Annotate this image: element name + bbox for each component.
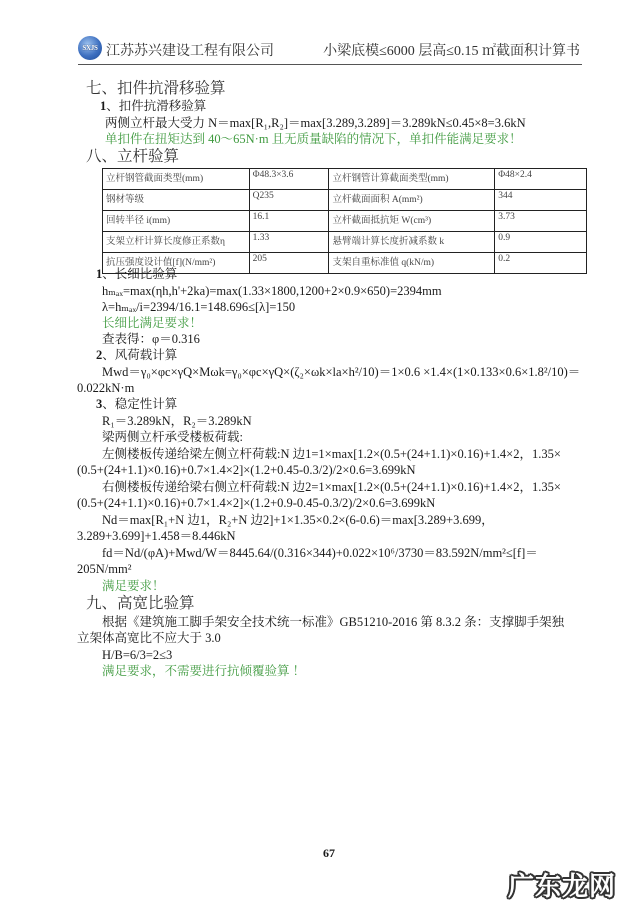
table-cell: 1.33 <box>249 232 329 253</box>
table-cell: 钢材等级 <box>103 190 250 211</box>
company-logo-icon <box>78 36 102 60</box>
section-8-title: 八、立杆验算 <box>86 148 180 165</box>
subsection-title: 、长细比验算 <box>102 267 178 281</box>
table-cell: 205 <box>249 253 329 274</box>
wind-moment-result: 0.022kN·m <box>77 381 135 395</box>
max-force-formula: 两侧立杆最大受力 N＝max[R₁,R₂]＝max[3.289,3.289]＝3.289kN≤0.45×8=3.6kN <box>105 116 526 130</box>
table-cell: 抗压强度设计值[f](N/mm²) <box>103 253 250 274</box>
nd-result: 3.289+3.699]+1.458＝8.446kN <box>77 529 236 543</box>
table-cell: 立杆钢管计算截面类型(mm) <box>329 169 495 190</box>
table-cell: 3.73 <box>495 211 587 232</box>
left-slab-load-result: (0.5+(24+1.1)×0.16)+0.7×1.4×2]×(1.2+0.45-0.3/2)/2×0.6=3.699kN <box>77 463 416 477</box>
table-row <box>103 232 587 253</box>
section-8-sub1 <box>96 266 177 282</box>
table-cell: 悬臂端计算长度折减系数 k <box>329 232 495 253</box>
document-title: 小梁底模≤6000 层高≤0.15 ㎡截面积计算书 <box>323 44 580 59</box>
table-cell: 支架立杆计算长度修正系数η <box>103 232 250 253</box>
watermark-logo: 广东龙网 <box>508 872 617 902</box>
table-row <box>103 190 587 211</box>
lambda-formula: λ=hₘₐₓ/i=2394/16.1=148.696≤[λ]=150 <box>102 300 296 314</box>
company-name: 江苏苏兴建设工程有限公司 <box>106 44 274 59</box>
table-cell: Φ48×2.4 <box>495 169 587 190</box>
fastener-conclusion: 单扣件在扭矩达到 40～65N·m 且无质量缺陷的情况下，单扣件能满足要求！ <box>105 132 522 146</box>
fd-formula: fd＝Nd/(φA)+Mwd/W＝8445.64/(0.316×344)+0.022×10⁶/3730＝83.592N/mm²≤[f]＝ <box>102 546 538 560</box>
logo-text: SXJS <box>82 44 98 52</box>
stability-conclusion: 满足要求！ <box>102 579 165 593</box>
section-9-title: 九、高宽比验算 <box>86 595 195 612</box>
standard-reference: 根据《建筑施工脚手架安全技术统一标准》GB51210-2016 第 8.3.2 条：支撑脚手架独 <box>102 615 565 629</box>
table-cell: 0.9 <box>495 232 587 253</box>
subsection-number: 1 <box>96 267 103 281</box>
page-number: 67 <box>323 846 335 860</box>
reaction-forces: R₁＝3.289kN，R₂＝3.289kN <box>102 414 252 428</box>
table-cell: 344 <box>495 190 587 211</box>
section-8-sub3 <box>96 396 177 412</box>
subsection-title: 、风荷载计算 <box>102 348 178 362</box>
subsection-number: 2 <box>96 348 103 362</box>
fd-result: 205N/mm² <box>77 562 132 576</box>
table-cell: 0.2 <box>495 253 587 274</box>
hmax-formula: hₘₐₓ=max(ηh,h'+2ka)=max(1.33×1800,1200+2×0.9×650)=2394mm <box>102 284 442 298</box>
pole-parameters-table <box>102 168 587 274</box>
right-slab-load-formula: 右侧楼板传递给梁右侧立杆荷载:N 边2=1×max[1.2×(0.5+(24+1.1)×0.16)+1.4×2，1.35× <box>102 480 561 494</box>
height-width-ratio: H/B=6/3=2≤3 <box>102 648 173 662</box>
page-header <box>78 34 582 65</box>
table-row <box>103 169 587 190</box>
subsection-number: 1 <box>100 99 107 113</box>
table-cell: 立杆钢管截面类型(mm) <box>103 169 250 190</box>
table-cell: Q235 <box>249 190 329 211</box>
standard-reference-cont: 立架体高宽比不应大于 3.0 <box>77 631 221 645</box>
table-cell: 立杆截面抵抗矩 W(cm³) <box>329 211 495 232</box>
subsection-number: 3 <box>96 397 103 411</box>
subsection-title: 、稳定性计算 <box>102 397 178 411</box>
table-cell: Φ48.3×3.6 <box>249 169 329 190</box>
slenderness-conclusion: 长细比满足要求！ <box>102 316 203 330</box>
subsection-title: 、扣件抗滑移验算 <box>106 99 207 113</box>
right-slab-load-result: (0.5+(24+1.1)×0.16)+0.7×1.4×2]×(1.2+0.9-0.45-0.3/2)/2×0.6=3.699kN <box>77 496 436 510</box>
section-7-title: 七、扣件抗滑移验算 <box>86 80 226 97</box>
section-8-sub2 <box>96 347 177 363</box>
phi-value: 查表得：φ＝0.316 <box>102 332 200 346</box>
table-cell: 立杆截面面积 A(mm²) <box>329 190 495 211</box>
wind-moment-formula: Mwd＝γ₀×φc×γQ×Mωk=γ₀×φc×γQ×(ζ₂×ωk×la×h²/10)＝1×0.6 ×1.4×(1×0.133×0.6×1.8²/10)＝ <box>102 365 581 379</box>
overturning-conclusion: 满足要求，不需要进行抗倾覆验算 ！ <box>102 664 306 678</box>
table-cell: 支架自重标准值 q(kN/m) <box>329 253 495 274</box>
table-cell: 回转半径 i(mm) <box>103 211 250 232</box>
left-slab-load-formula: 左侧楼板传递给梁左侧立杆荷载:N 边1=1×max[1.2×(0.5+(24+1.1)×0.16)+1.4×2，1.35× <box>102 447 561 461</box>
section-7-sub1 <box>100 98 206 114</box>
nd-formula: Nd＝max[R₁+N 边1，R₂+N 边2]+1×1.35×0.2×(6-0.6)＝max[3.289+3.699， <box>102 513 494 527</box>
slab-load-label: 梁两侧立杆承受楼板荷载: <box>102 430 243 444</box>
table-row <box>103 211 587 232</box>
table-cell: 16.1 <box>249 211 329 232</box>
